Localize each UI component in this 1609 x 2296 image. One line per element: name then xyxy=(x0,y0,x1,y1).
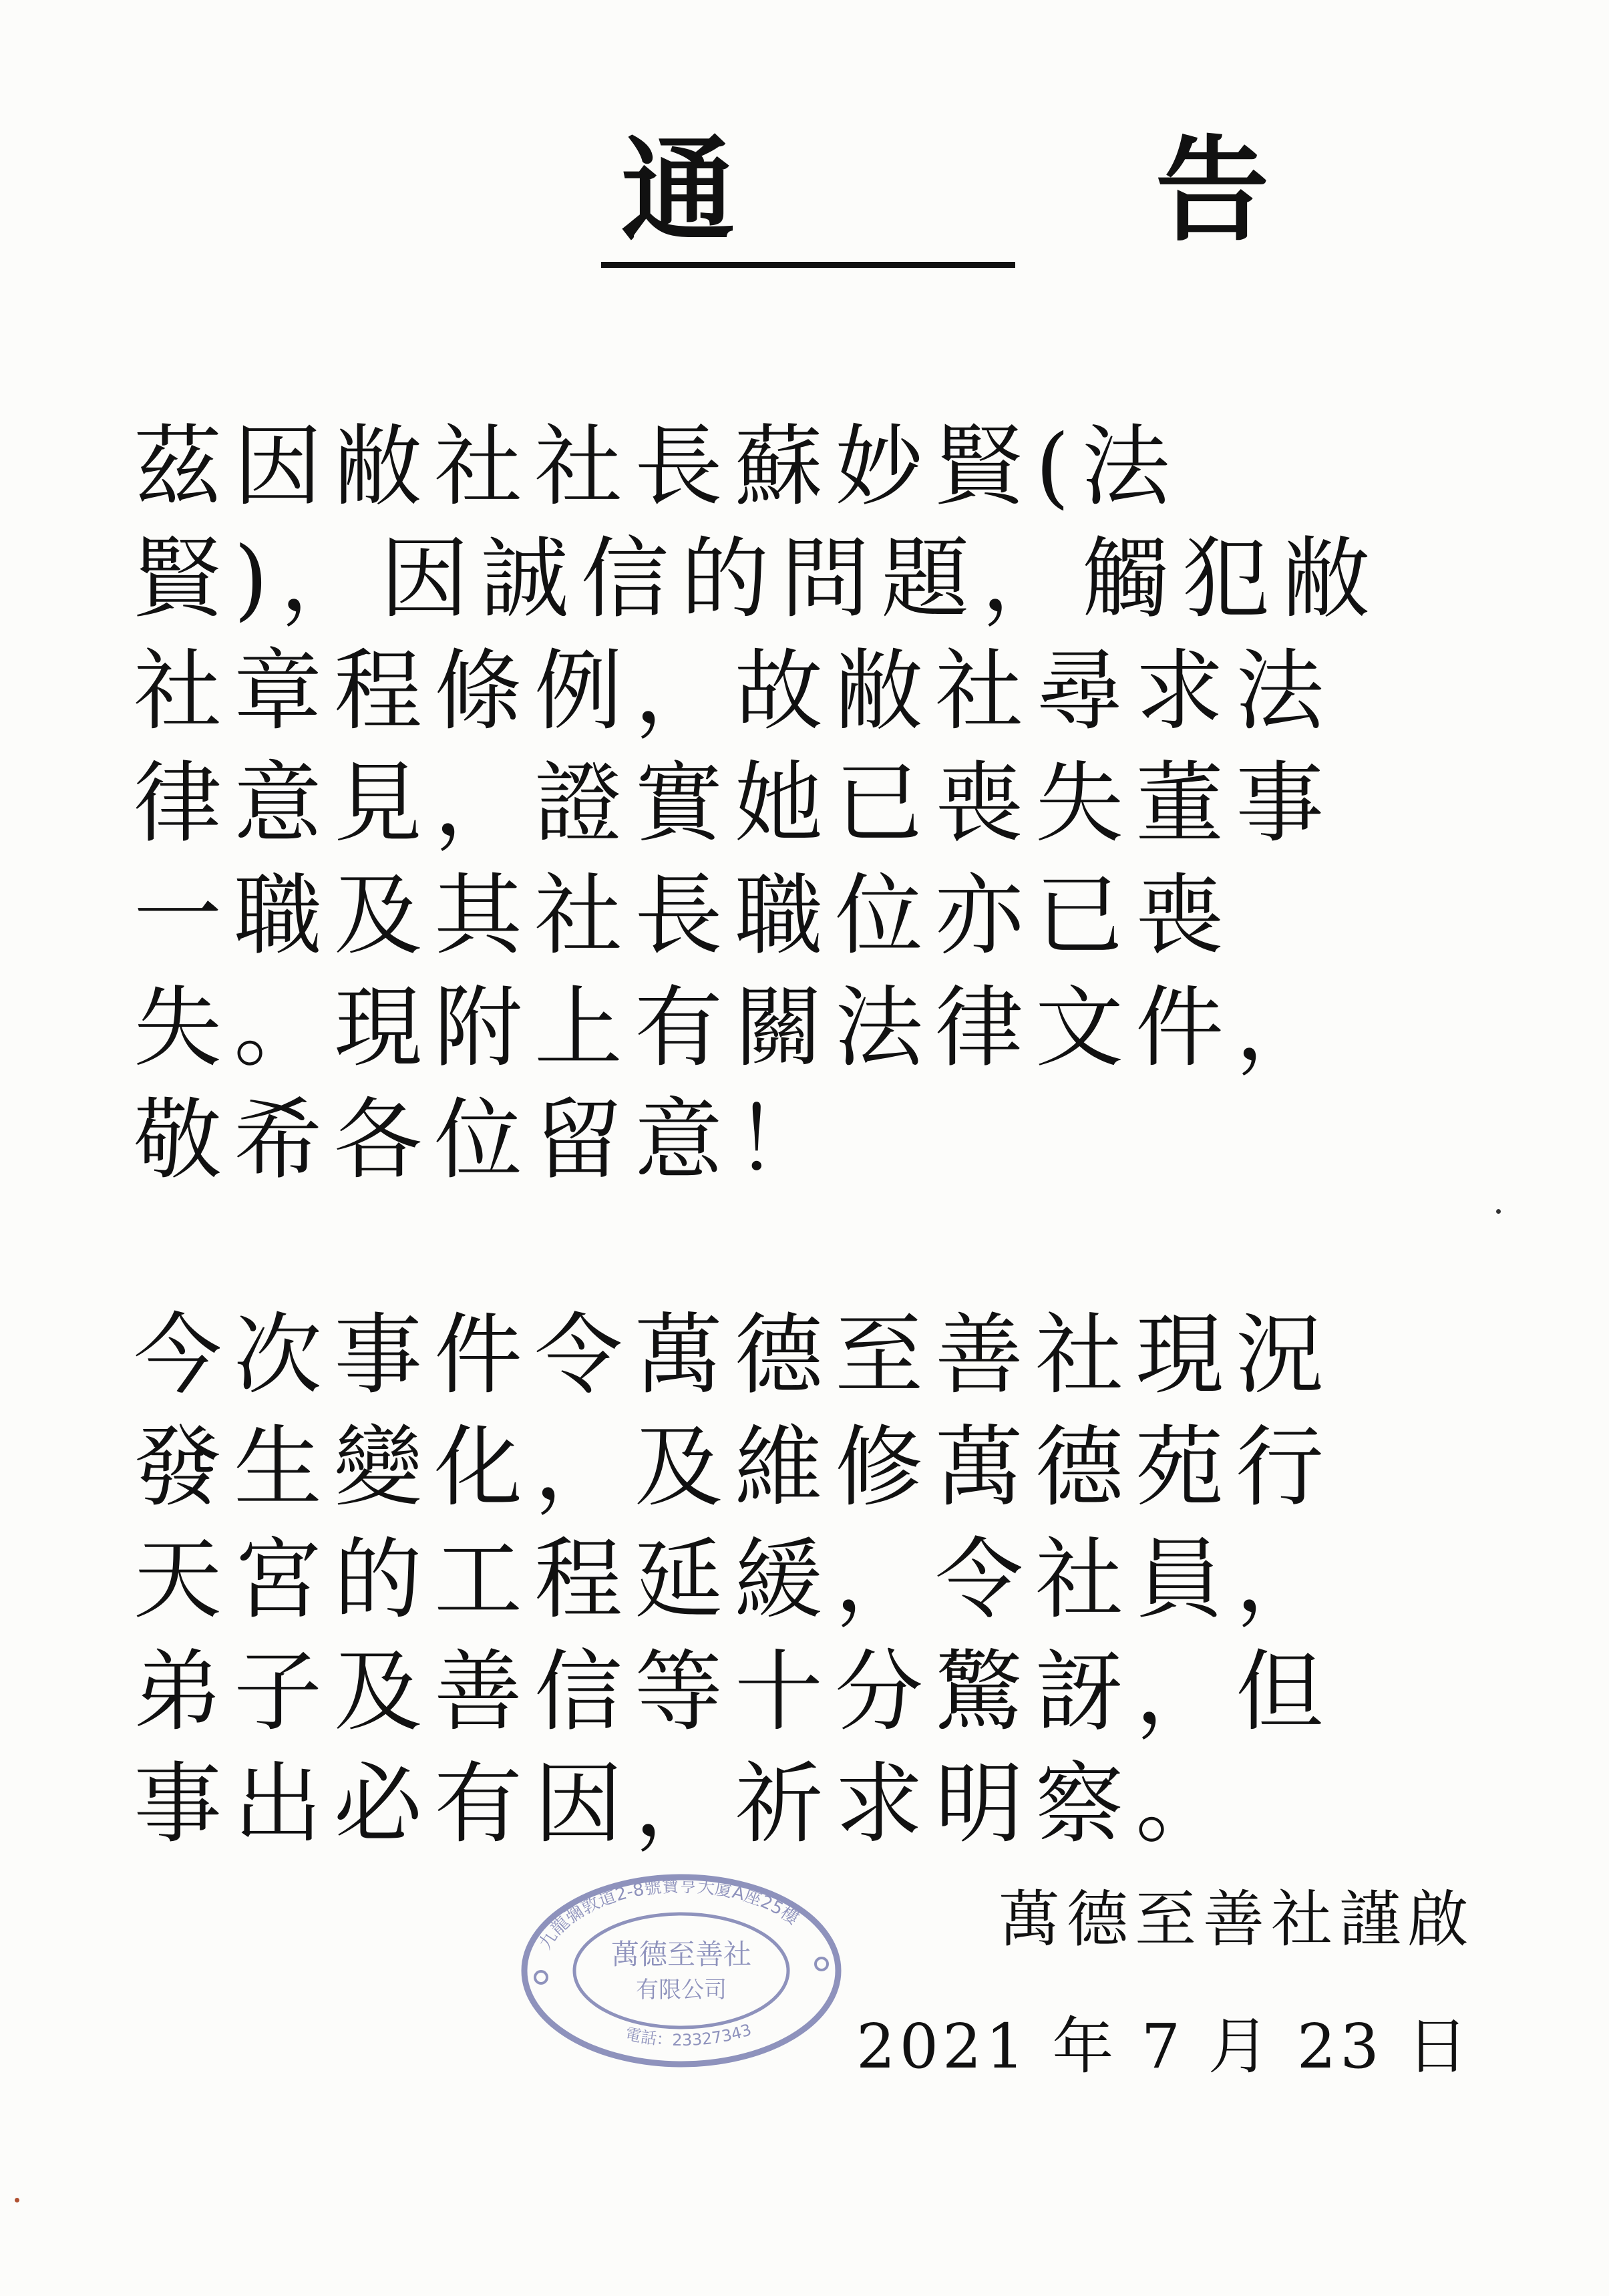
paragraph-line: 賢)，因誠信的問題，觸犯敝 xyxy=(134,528,1383,631)
stamp-flower-mark xyxy=(535,1971,547,1983)
paragraph-line: 一職及其社長職位亦已喪 xyxy=(134,864,1236,967)
stamp-phone-text: 電話：23327343 xyxy=(623,2020,754,2050)
paragraph-line: 事出必有因，祈求明察。 xyxy=(134,1753,1236,1856)
notice-paragraph-2 xyxy=(134,1299,1336,1860)
paragraph-line: 失。現附上有關法律文件， xyxy=(134,977,1336,1080)
stamp-inner-ring xyxy=(574,1914,788,2027)
notice-title: 通 告 xyxy=(601,134,1015,268)
paragraph-line: 今次事件令萬德至善社現況 xyxy=(134,1304,1336,1407)
scan-speck xyxy=(15,2198,19,2202)
company-seal-stamp xyxy=(514,1864,848,2078)
scan-speck xyxy=(1496,1209,1501,1214)
paragraph-line: 律意見，證實她已喪失董事 xyxy=(134,752,1336,855)
paragraph-line: 天宮的工程延緩，令社員， xyxy=(134,1528,1336,1631)
stamp-flower-mark xyxy=(816,1958,828,1970)
notice-paragraph-1 xyxy=(134,411,1383,1196)
paragraph-line: 茲因敝社社長蘇妙賢(法 xyxy=(134,416,1182,518)
stamp-address-text: 九龍彌敦道2-8號寶亨大廈A座25樓 xyxy=(535,1876,803,1953)
paragraph-line: 發生變化，及維修萬德苑行 xyxy=(134,1416,1336,1519)
paragraph-line: 社章程條例，故敝社尋求法 xyxy=(134,640,1336,743)
paragraph-line: 弟子及善信等十分驚訝，但 xyxy=(134,1641,1336,1744)
stamp-org-type: 有限公司 xyxy=(636,1977,727,2003)
paragraph-line: 敬希各位留意！ xyxy=(134,1089,835,1192)
stamp-org-name: 萬德至善社 xyxy=(610,1938,752,1971)
signature-line: 萬德至善社謹啟 xyxy=(998,1884,1475,1955)
notice-date: 2021 年 7 月 23 日 xyxy=(856,2011,1472,2082)
